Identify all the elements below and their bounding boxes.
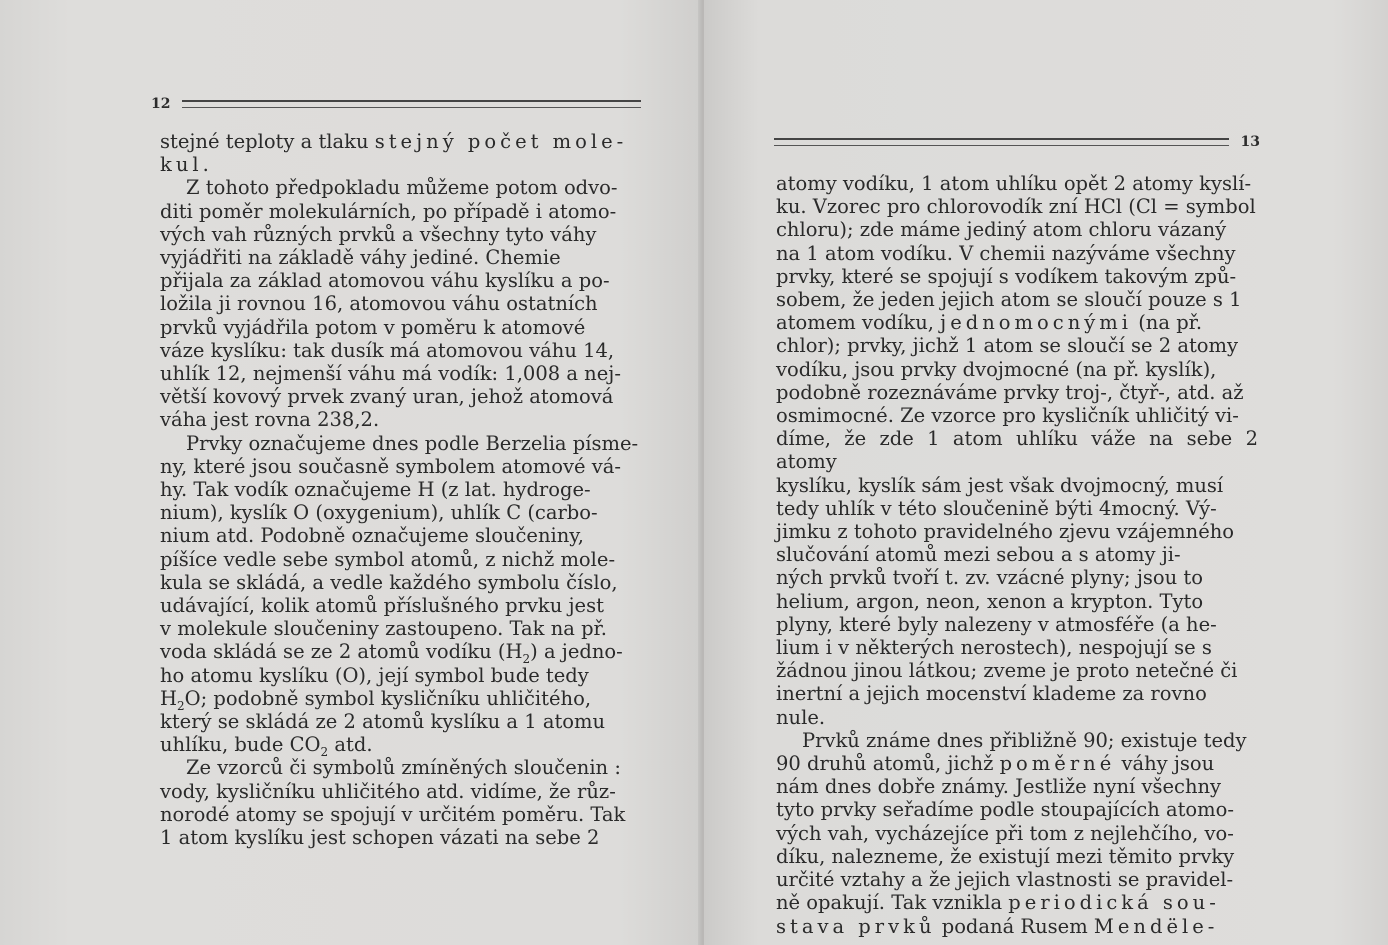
- text-run: podobně rozeznáváme prvky troj-, čtyř-, atd. až: [776, 380, 1244, 404]
- text-run: v molekule sloučeniny zastoupeno. Tak na př.: [160, 617, 607, 641]
- text-run: ložila ji rovnou 16, atomovou váhu ostatních: [160, 292, 598, 316]
- emphasized-text: Mendële-: [1093, 914, 1219, 938]
- text-run: váha jest rovna 238,2.: [160, 408, 380, 432]
- text-run: jimku z tohoto pravidelného zjevu vzájemného: [776, 520, 1235, 544]
- text-run: nule.: [776, 705, 826, 729]
- right-page-text: [776, 172, 1258, 938]
- paragraph: [160, 176, 640, 431]
- text-run: vodíku, jsou prvky dvojmocné (na př. kyslík),: [776, 357, 1217, 381]
- subscript: 2: [320, 745, 329, 760]
- text-run: chlor); prvky, jichž 1 atom se sloučí se 2 atomy: [776, 334, 1239, 358]
- page-number: 13: [1240, 134, 1260, 150]
- text-run: váze kyslíku: tak dusík má atomovou váhu 14,: [160, 338, 615, 362]
- paragraph: [160, 756, 640, 849]
- text-run: chloru); zde máme jediný atom chloru vázaný: [776, 218, 1227, 242]
- left-page-header: [151, 96, 641, 112]
- emphasized-text: periodická sou-: [1008, 891, 1220, 915]
- text-run: lium i v některých nerostech), nespojují se s: [776, 636, 1212, 660]
- paragraph: [160, 431, 640, 760]
- text-run: ny, které jsou současně symbolem atomové vá-: [160, 454, 621, 478]
- emphasized-text: stava prvků: [776, 914, 936, 938]
- text-run: vody, kysličníku uhličitého atd. vidíme, že růz-: [160, 779, 616, 803]
- text-run: inertní a jejich mocenství klademe za rovno: [776, 682, 1207, 706]
- text-run: na 1 atom vodíku. V chemii nazýváme všechny: [776, 241, 1236, 265]
- text-run: kyslíku, kyslík sám jest však dvojmocný, musí: [776, 473, 1224, 497]
- text-run: kula se skládá, a vedle každého symbolu číslo,: [160, 570, 618, 594]
- text-run: voda skládá se ze 2 atomů vodíku (H: [160, 640, 523, 664]
- emphasized-text: kul.: [160, 153, 213, 177]
- text-run: tedy uhlík v této sloučenině býti 4mocný. Vý-: [776, 496, 1217, 520]
- text-run: ných prvků tvoří t. zv. vzácné plyny; jsou to: [776, 566, 1203, 590]
- text-run: osmimocné. Ze vzorce pro kysličník uhličitý vi-: [776, 404, 1239, 428]
- emphasized-text: poměrné: [999, 752, 1116, 776]
- text-run: díme, že zde 1 atom uhlíku váže na sebe 2 atomy: [776, 427, 1258, 474]
- text-run: Prvků známe dnes přibližně 90; existuje tedy: [802, 728, 1247, 752]
- text-run: ku. Vzorec pro chlorovodík zní HCl (Cl = symbol: [776, 195, 1256, 219]
- text-run: Z tohoto předpokladu můžeme potom odvo-: [186, 176, 618, 200]
- text-run: větší kovový prvek zvaný uran, jehož atomová: [160, 385, 614, 409]
- text-run: plyny, které byly nalezeny v atmosféře (a he-: [776, 612, 1217, 636]
- text-run: atomy vodíku, 1 atom uhlíku opět 2 atomy kyslí-: [776, 172, 1252, 195]
- text-run: díku, nalezneme, že existují mezi těmito prvky: [776, 844, 1235, 868]
- text-run: váhy jsou: [1115, 752, 1215, 776]
- text-run: uhlíku, bude CO: [160, 733, 321, 757]
- header-rule: [182, 100, 641, 108]
- text-run: ) a jedno-: [530, 640, 623, 664]
- text-run: žádnou jinou látkou; zveme je proto netečné či: [776, 659, 1238, 683]
- text-run: Prvky označujeme dnes podle Berzelia písme-: [186, 431, 639, 455]
- text-run: přijala za základ atomovou váhu kyslíku a po-: [160, 269, 610, 293]
- subscript: 2: [522, 652, 531, 667]
- text-run: atd.: [328, 733, 373, 757]
- text-run: uhlík 12, nejmenší váhu má vodík: 1,008 a nej-: [160, 362, 621, 386]
- subscript: 2: [177, 698, 185, 713]
- right-page-header: [774, 134, 1260, 150]
- text-run: píšíce vedle sebe symbol atomů, z nichž mole-: [160, 547, 616, 571]
- right-page: [704, 0, 1388, 945]
- paragraph: [160, 130, 640, 176]
- text-run: stejné teploty a tlaku: [160, 130, 375, 153]
- paragraph: [776, 729, 1258, 938]
- text-run: 90 druhů atomů, jichž: [776, 752, 1000, 776]
- paragraph: [776, 172, 1258, 729]
- text-run: O; podobně symbol kysličníku uhličitého,: [184, 686, 592, 710]
- text-run: tyto prvky seřadíme podle stoupajících atomo-: [776, 798, 1234, 822]
- text-run: určité vztahy a že jejich vlastnosti se pravidel-: [776, 868, 1234, 892]
- text-run: podaná Rusem: [935, 914, 1094, 938]
- text-run: udávající, kolik atomů příslušného prvku jest: [160, 594, 604, 618]
- left-page-text: [160, 130, 640, 849]
- text-run: vých vah, vycházejíce při tom z nejlehčího, vo-: [776, 821, 1234, 845]
- text-run: (na př.: [1132, 311, 1203, 335]
- emphasized-text: stejný počet mole-: [374, 130, 628, 153]
- text-run: nium), kyslík O (oxygenium), uhlík C (carbo-: [160, 501, 598, 525]
- text-run: který se skládá ze 2 atomů kyslíku a 1 atomu: [160, 710, 606, 734]
- text-run: norodé atomy se spojují v určitém poměru. Tak: [160, 802, 626, 826]
- text-run: diti poměr molekulárních, po případě i atomo-: [160, 199, 617, 223]
- text-run: slučování atomů mezi sebou a s atomy ji-: [776, 543, 1181, 567]
- text-run: hy. Tak vodík označujeme H (z lat. hydroge-: [160, 478, 591, 502]
- text-run: vých vah různých prvků a všechny tyto váhy: [160, 222, 597, 246]
- text-run: sobem, že jeden jejich atom se sloučí pouze s 1: [776, 288, 1242, 312]
- text-run: prvků vyjádřila potom v poměru k atomové: [160, 315, 586, 339]
- header-rule: [774, 138, 1229, 146]
- text-run: Ze vzorců či symbolů zmíněných sloučenin :: [186, 756, 621, 780]
- text-run: H: [160, 686, 178, 710]
- text-run: helium, argon, neon, xenon a krypton. Tyto: [776, 589, 1204, 613]
- page-number: 12: [151, 96, 171, 112]
- text-run: prvky, které se spojují s vodíkem takovým způ-: [776, 264, 1237, 288]
- text-run: vyjádřiti na základě váhy jediné. Chemie: [160, 246, 561, 270]
- text-run: ně opakují. Tak vznikla: [776, 891, 1009, 915]
- emphasized-text: jednomocnými: [940, 311, 1132, 335]
- text-run: nám dnes dobře známy. Jestliže nyní všechny: [776, 775, 1222, 799]
- text-run: atomem vodíku,: [776, 311, 941, 335]
- text-run: ho atomu kyslíku (O), její symbol bude tedy: [160, 663, 589, 687]
- text-run: 1 atom kyslíku jest schopen vázati na sebe 2: [160, 826, 600, 850]
- text-run: nium atd. Podobně označujeme sloučeniny,: [160, 524, 584, 548]
